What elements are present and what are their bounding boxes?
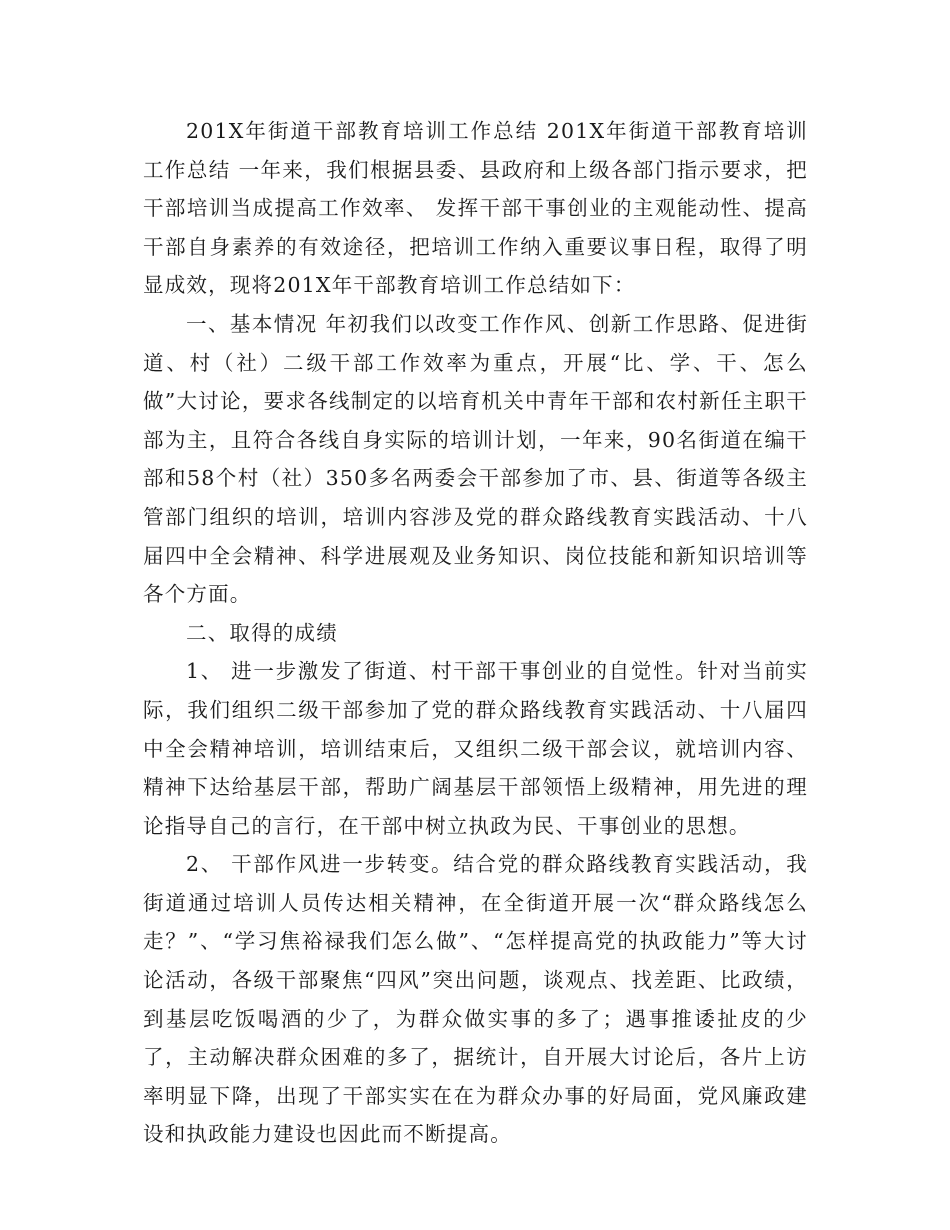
paragraph-achievement-2: 2、 干部作风进一步转变。结合党的群众路线教育实践活动，我街道通过培训人员传达相关精神，在全街道开展一次“群众路线怎么走？”、“学习焦裕禄我们怎么做”、“怎样提高党的执政能力”等大讨论活动，各级干部聚焦“四风”突出问题，谈观点、找差距、比政绩，到基层吃饭喝酒的少了，为群众做实事的多了；遇事推诿扯皮的少了，主动解决群众困难的多了，据统计，自开展大讨论后，各片上访率明显下降，出现了干部实实在在为群众办事的好局面，党风廉政建设和执政能力建设也因此而不断提高。 — [143, 852, 808, 1147]
document-body — [143, 112, 808, 1154]
section-heading-achievements: 二、取得的成绩 — [186, 620, 338, 645]
paragraph-basic-situation: 一、基本情况 年初我们以改变工作作风、创新工作思路、促进街道、村（社）二级干部工作效率为重点，开展“比、学、干、怎么做”大讨论，要求各线制定的以培育机关中青年干部和农村新任主职干部为主，且符合各线自身实际的培训计划，一年来，90名街道在编干部和58个村（社）350多名两委会干部参加了市、县、街道等各级主管部门组织的培训，培训内容涉及党的群众路线教育实践活动、十八届四中全会精神、科学进展观及业务知识、岗位技能和新知识培训等各个方面。 — [143, 311, 808, 607]
paragraph-achievement-1: 1、 进一步激发了街道、村干部干事创业的自觉性。针对当前实际，我们组织二级干部参加了党的群众路线教育实践活动、十八届四中全会精神培训，培训结束后，又组织二级干部会议，就培训内容、精神下达给基层干部，帮助广阔基层干部领悟上级精神，用先进的理论指导自己的言行，在干部中树立执政为民、干事创业的思想。 — [143, 659, 808, 838]
paragraph-intro: 201X年街道干部教育培训工作总结 201X年街道干部教育培训工作总结 一年来，我们根据县委、县政府和上级各部门指示要求，把干部培训当成提高工作效率、 发挥干部干事创业的主观能动性、提高干部自身素养的有效途径，把培训工作纳入重要议事日程，取得了明显成效，现将201X年干部教育培训工作总结如下： — [143, 119, 808, 298]
